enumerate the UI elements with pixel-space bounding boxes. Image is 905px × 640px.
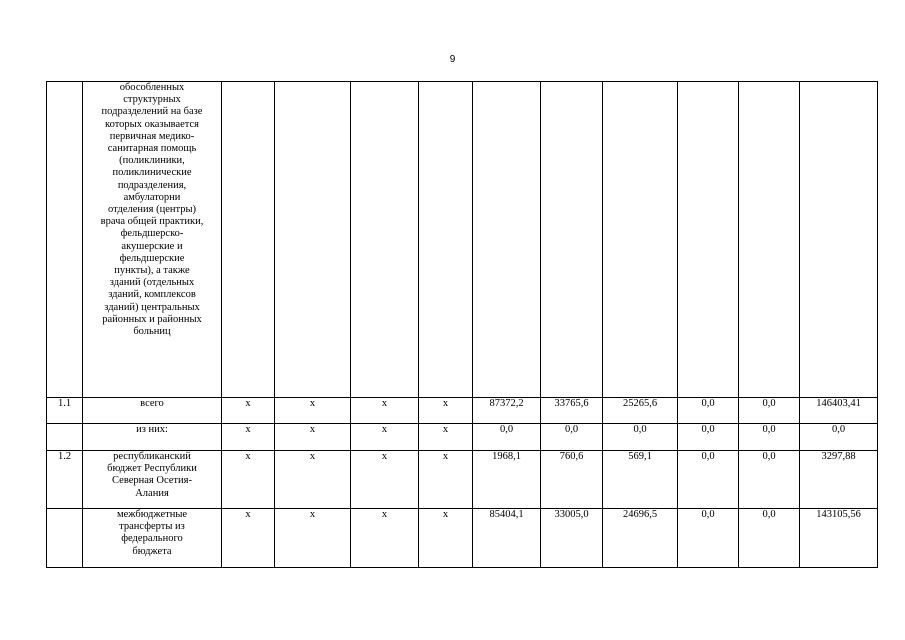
row-description-text: из них: (136, 424, 168, 435)
value-cell (222, 82, 275, 398)
table-row (47, 509, 878, 568)
value-cell: 0,0 (739, 424, 800, 451)
row-description-text: межбюджетные трансферты из федерального бюджета (116, 509, 188, 557)
row-index-cell: 1.2 (47, 451, 83, 509)
value-cell: 143105,56 (800, 509, 878, 568)
table-row (47, 398, 878, 424)
value-cell: x (351, 424, 419, 451)
row-description-text: всего (140, 398, 164, 409)
value-cell: x (222, 509, 275, 568)
page-number: 9 (449, 54, 456, 65)
value-cell: x (222, 424, 275, 451)
value-cell: 0,0 (473, 424, 541, 451)
value-cell: 760,6 (541, 451, 603, 509)
value-cell: 0,0 (739, 398, 800, 424)
value-cell: 3297,88 (800, 451, 878, 509)
value-cell: 0,0 (800, 424, 878, 451)
value-cell: 0,0 (678, 398, 739, 424)
table-body (47, 82, 878, 568)
value-cell: 0,0 (603, 424, 678, 451)
value-cell: x (351, 451, 419, 509)
value-cell: 87372,2 (473, 398, 541, 424)
value-cell: 146403,41 (800, 398, 878, 424)
row-description-cell (83, 509, 222, 568)
value-cell (351, 82, 419, 398)
row-description-cell (83, 398, 222, 424)
value-cell (678, 82, 739, 398)
budget-table (46, 81, 878, 568)
value-cell (603, 82, 678, 398)
row-description-cell (83, 82, 222, 398)
value-cell: x (419, 424, 473, 451)
value-cell: 85404,1 (473, 509, 541, 568)
value-cell (739, 82, 800, 398)
value-cell: x (275, 451, 351, 509)
value-cell: 569,1 (603, 451, 678, 509)
row-index-cell (47, 82, 83, 398)
value-cell: x (275, 424, 351, 451)
value-cell: 0,0 (739, 509, 800, 568)
value-cell: x (222, 398, 275, 424)
row-description-cell (83, 424, 222, 451)
value-cell (419, 82, 473, 398)
table-row (47, 451, 878, 509)
value-cell: 24696,5 (603, 509, 678, 568)
value-cell: x (351, 398, 419, 424)
value-cell (541, 82, 603, 398)
value-cell: x (275, 398, 351, 424)
row-description-text: республиканский бюджет Республики Северная Осетия- Алания (107, 451, 197, 499)
value-cell: x (419, 451, 473, 509)
value-cell: 25265,6 (603, 398, 678, 424)
value-cell: x (275, 509, 351, 568)
value-cell: 0,0 (739, 451, 800, 509)
table-row (47, 424, 878, 451)
value-cell: 0,0 (678, 451, 739, 509)
value-cell: 33765,6 (541, 398, 603, 424)
value-cell: 0,0 (678, 509, 739, 568)
value-cell (473, 82, 541, 398)
value-cell: 0,0 (541, 424, 603, 451)
value-cell: x (351, 509, 419, 568)
table-row (47, 82, 878, 398)
row-description-cell (83, 451, 222, 509)
value-cell: 1968,1 (473, 451, 541, 509)
value-cell: x (419, 509, 473, 568)
value-cell: x (419, 398, 473, 424)
row-index-cell (47, 509, 83, 568)
value-cell (275, 82, 351, 398)
value-cell (800, 82, 878, 398)
value-cell: 33005,0 (541, 509, 603, 568)
value-cell: 0,0 (678, 424, 739, 451)
row-index-cell: 1.1 (47, 398, 83, 424)
row-description-text: обособленных структурных подразделений на базе которых оказывается первичная медико- санитарная помощь (поликлиники, поликлинические подразделения, амбулаторни отделения (центры) врача общей практики, фельдшерско- акушерские и фельдшерские пункты), а также зданий (отдельных зданий, комплексов зданий) центральных районных и районных больниц (100, 82, 204, 338)
row-index-cell (47, 424, 83, 451)
value-cell: x (222, 451, 275, 509)
